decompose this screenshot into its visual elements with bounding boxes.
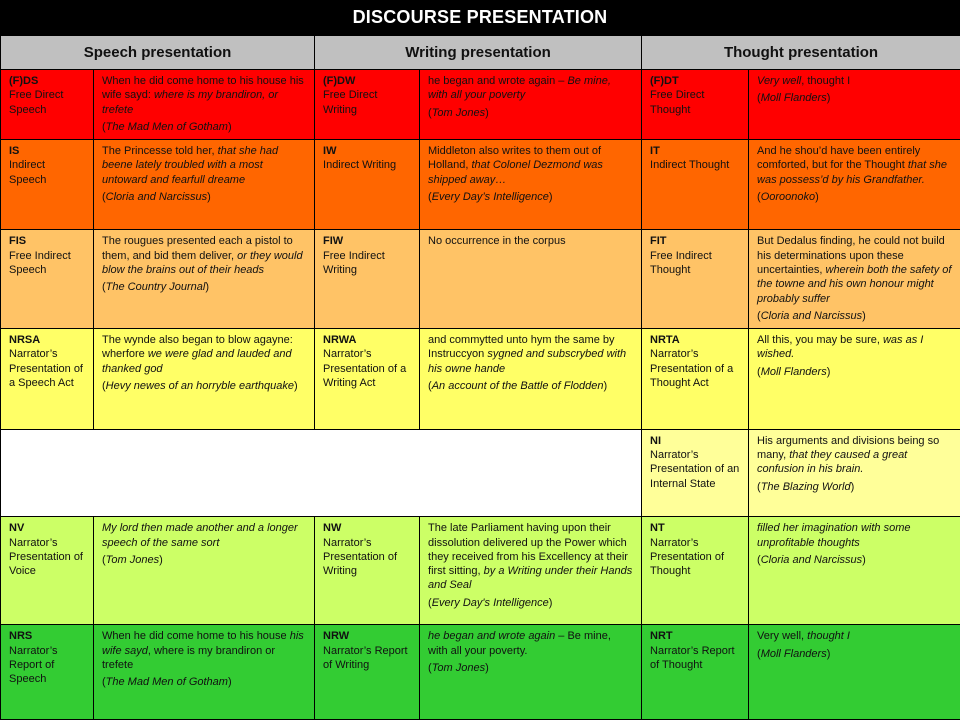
example-cell — [94, 328, 315, 429]
header-row — [1, 36, 960, 70]
example-quote: The Princesse told her, that she had beene lately troubled with a most untoward and fearfull dreame — [102, 144, 279, 186]
example-cell — [94, 625, 315, 720]
page-title: DISCOURSE PRESENTATION — [0, 0, 960, 35]
table-row — [1, 328, 960, 429]
example-quote: No occurrence in the corpus — [428, 235, 566, 248]
example-cell — [420, 69, 642, 139]
example-quote: The wynde also began to blow agayne: wherfore we were glad and lauded and thanked god — [102, 333, 293, 375]
category-cell — [1, 139, 94, 230]
table-row — [1, 69, 960, 139]
category-code: FIT — [650, 235, 667, 248]
category-cell — [642, 625, 749, 720]
empty-cell — [1, 429, 642, 516]
example-quote: Very well, thought I — [757, 630, 850, 643]
category-name: Free Indirect Writing — [323, 249, 385, 277]
category-code: IW — [323, 144, 337, 157]
example-cell — [94, 69, 315, 139]
example-source: (Moll Flanders) — [757, 365, 831, 378]
example-quote: And he shou’d have been entirely comforted, but for the Thought that she was possess’d by his Grandfather. — [757, 144, 947, 186]
category-name: Indirect Thought — [650, 159, 730, 172]
example-quote: filled her imagination with some unprofitable thoughts — [757, 522, 911, 549]
example-cell — [749, 517, 960, 625]
table-row — [1, 517, 960, 625]
category-cell — [315, 230, 420, 329]
example-quote: Middleton also writes to them out of Holland, that Colonel Dezmond was shipped away… — [428, 144, 603, 186]
example-quote: The late Parliament having upon their dissolution delivered up the Power which they received from his Excellency at their first sitting, by a Writing under their Hands and Seal — [428, 522, 633, 592]
example-cell — [94, 517, 315, 625]
example-cell — [749, 429, 960, 516]
example-source: (Tom Jones) — [428, 106, 489, 119]
category-cell — [315, 328, 420, 429]
example-quote: and commytted unto hym the same by Instruccyon sygned and subscrybed with his owne hande — [428, 333, 627, 375]
example-quote: he began and wrote again – Be mine, with all your poverty. — [428, 630, 611, 657]
category-cell — [642, 517, 749, 625]
category-cell — [642, 69, 749, 139]
example-source: (Tom Jones) — [102, 553, 163, 566]
category-code: NRW — [323, 630, 350, 643]
category-code: FIS — [9, 235, 27, 248]
example-cell — [420, 328, 642, 429]
category-code: NV — [9, 522, 25, 535]
example-quote: Very well, thought I — [757, 74, 851, 87]
category-code: (F)DW — [323, 74, 356, 87]
category-cell — [642, 328, 749, 429]
category-name: Indirect Speech — [9, 159, 47, 186]
category-name: Free Indirect Speech — [9, 249, 71, 277]
category-code: NRSA — [9, 333, 41, 346]
category-name: Free Direct Writing — [323, 89, 378, 116]
example-source: (An account of the Battle of Flodden) — [428, 379, 608, 392]
example-cell — [749, 139, 960, 230]
category-cell — [1, 69, 94, 139]
example-source: (The Blazing World) — [757, 480, 855, 493]
example-quote: When he did come home to his house his wife sayd, where is my brandiron or trefete — [102, 630, 304, 671]
category-name: Free Direct Speech — [9, 89, 64, 116]
category-cell — [642, 429, 749, 516]
example-quote: But Dedalus finding, he could not build his determinations upon these uncertainties, wherein both the safety of the towne and his own honour might probably suffer — [757, 235, 952, 305]
category-code: NRTA — [650, 333, 680, 346]
example-source: (Moll Flanders) — [757, 92, 831, 105]
category-cell — [1, 625, 94, 720]
example-quote: All this, you may be sure, was as I wished. — [757, 333, 924, 361]
header-thought: Thought presentation — [642, 36, 960, 70]
header-writing: Writing presentation — [315, 36, 642, 70]
example-cell — [94, 139, 315, 230]
example-source: (The Mad Men of Gotham) — [102, 120, 232, 133]
category-code: (F)DT — [650, 74, 679, 87]
example-source: (Hevy newes of an horryble earthquake) — [102, 379, 298, 392]
example-quote: My lord then made another and a longer speech of the same sort — [102, 522, 298, 549]
category-code: IS — [9, 144, 20, 157]
header-speech: Speech presentation — [1, 36, 315, 70]
category-name: Narrator’s Presentation of Writing — [323, 536, 398, 578]
category-code: NRS — [9, 630, 33, 643]
example-source: (Cloria and Narcissus) — [757, 309, 866, 322]
example-cell — [420, 517, 642, 625]
example-source: (Tom Jones) — [428, 661, 489, 674]
category-name: Narrator’s Presentation of Voice — [9, 536, 83, 578]
category-code: NI — [650, 434, 662, 447]
category-code: (F)DS — [9, 74, 39, 87]
example-source: (The Country Journal) — [102, 281, 210, 294]
category-cell — [315, 517, 420, 625]
category-name: Narrator’s Presentation of Thought — [650, 536, 725, 578]
example-cell — [749, 625, 960, 720]
example-quote: The rougues presented each a pistol to them, and bid them deliver, or they would blow the brains out of their heads — [102, 235, 303, 277]
category-code: NW — [323, 522, 342, 535]
example-cell — [420, 139, 642, 230]
category-cell — [1, 517, 94, 625]
table-row — [1, 230, 960, 329]
category-cell — [1, 328, 94, 429]
category-name: Narrator’s Presentation of an Internal State — [650, 449, 740, 490]
category-code: FIW — [323, 235, 344, 248]
category-cell — [642, 139, 749, 230]
example-quote: His arguments and divisions being so many, that they caused a great confusion in his brain. — [757, 434, 940, 476]
category-code: NT — [650, 522, 665, 535]
category-name: Narrator’s Report of Speech — [9, 644, 58, 686]
discourse-presentation-table — [0, 35, 960, 720]
table-row — [1, 139, 960, 230]
example-cell — [749, 69, 960, 139]
table-row — [1, 625, 960, 720]
category-name: Free Indirect Thought — [650, 249, 712, 277]
category-code: IT — [650, 144, 660, 157]
table-row — [1, 429, 960, 516]
category-name: Narrator’s Report of Thought — [650, 644, 735, 671]
example-source: (Cloria and Narcissus) — [757, 553, 866, 566]
example-quote: he began and wrote again – Be mine, with all your poverty — [428, 74, 611, 102]
example-cell — [749, 328, 960, 429]
category-cell — [315, 69, 420, 139]
category-name: Narrator’s Report of Writing — [323, 644, 408, 671]
category-cell — [642, 230, 749, 329]
category-name: Indirect Writing — [323, 159, 397, 172]
category-code: NRWA — [323, 333, 357, 346]
example-source: (Every Day's Intelligence) — [428, 596, 553, 609]
example-cell — [94, 230, 315, 329]
example-source: (The Mad Men of Gotham) — [102, 676, 232, 689]
category-name: Narrator’s Presentation of a Thought Act — [650, 348, 734, 389]
example-cell — [749, 230, 960, 329]
example-quote: When he did come home to his house his wife sayd: where is my brandiron, or trefete — [102, 74, 304, 116]
example-source: (Cloria and Narcissus) — [102, 190, 211, 203]
category-name: Narrator’s Presentation of a Writing Act — [323, 348, 407, 389]
example-source: (Moll Flanders) — [757, 647, 831, 660]
category-cell — [1, 230, 94, 329]
example-cell — [420, 230, 642, 329]
example-source: (Ooroonoko) — [757, 190, 819, 203]
category-name: Narrator’s Presentation of a Speech Act — [9, 348, 83, 389]
example-cell — [420, 625, 642, 720]
category-cell — [315, 139, 420, 230]
category-name: Free Direct Thought — [650, 89, 705, 116]
category-code: NRT — [650, 630, 673, 643]
category-cell — [315, 625, 420, 720]
example-source: (Every Day’s Intelligence) — [428, 190, 553, 203]
